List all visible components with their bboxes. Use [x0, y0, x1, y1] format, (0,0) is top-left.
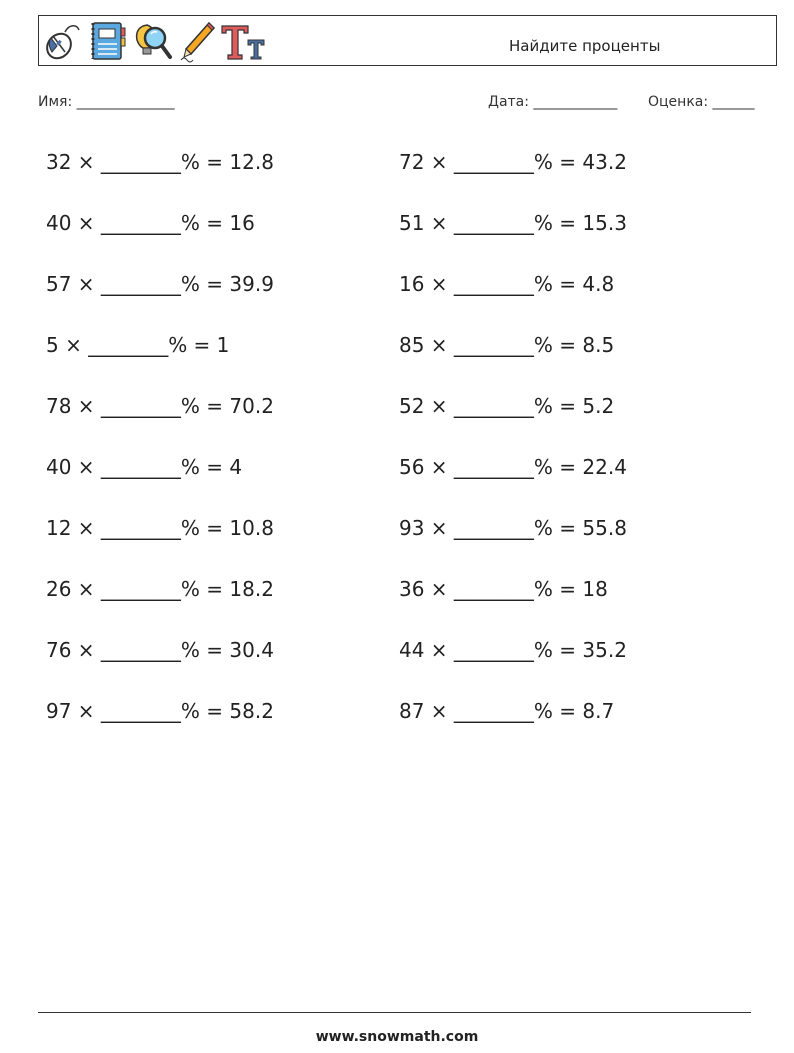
mouse-icon — [43, 22, 83, 60]
problem-item: 5 × ________% = 1 — [46, 333, 230, 357]
problem-item: 26 × ________% = 18.2 — [46, 577, 274, 601]
problem-item: 87 × ________% = 8.7 — [399, 699, 615, 723]
problem-item: 12 × ________% = 10.8 — [46, 516, 274, 540]
footer-divider — [38, 1012, 751, 1013]
problem-item: 32 × ________% = 12.8 — [46, 150, 274, 174]
font-size-icon — [220, 22, 270, 62]
problem-item: 57 × ________% = 39.9 — [46, 272, 274, 296]
problem-item: 16 × ________% = 4.8 — [399, 272, 615, 296]
problem-item: 40 × ________% = 4 — [46, 455, 243, 479]
problem-item: 97 × ________% = 58.2 — [46, 699, 274, 723]
problem-item: 40 × ________% = 16 — [46, 211, 255, 235]
problem-item: 85 × ________% = 8.5 — [399, 333, 615, 357]
problem-item: 72 × ________% = 43.2 — [399, 150, 627, 174]
date-field: Дата: ____________ — [488, 94, 618, 110]
pencil-icon — [179, 20, 217, 64]
magnifier-bulb-icon — [133, 20, 173, 62]
problem-item: 44 × ________% = 35.2 — [399, 638, 627, 662]
problem-item: 76 × ________% = 30.4 — [46, 638, 274, 662]
notebook-icon — [89, 20, 127, 62]
grade-field: Оценка: ______ — [648, 94, 755, 110]
worksheet-title: Найдите проценты — [509, 37, 661, 55]
worksheet-header — [38, 15, 777, 66]
problem-item: 78 × ________% = 70.2 — [46, 394, 274, 418]
problem-item: 93 × ________% = 55.8 — [399, 516, 627, 540]
problem-item: 51 × ________% = 15.3 — [399, 211, 627, 235]
name-field: Имя: ______________ — [38, 94, 175, 110]
problem-item: 52 × ________% = 5.2 — [399, 394, 615, 418]
problem-item: 56 × ________% = 22.4 — [399, 455, 627, 479]
problem-item: 36 × ________% = 18 — [399, 577, 608, 601]
footer-url[interactable]: www.snowmath.com — [315, 1029, 479, 1045]
